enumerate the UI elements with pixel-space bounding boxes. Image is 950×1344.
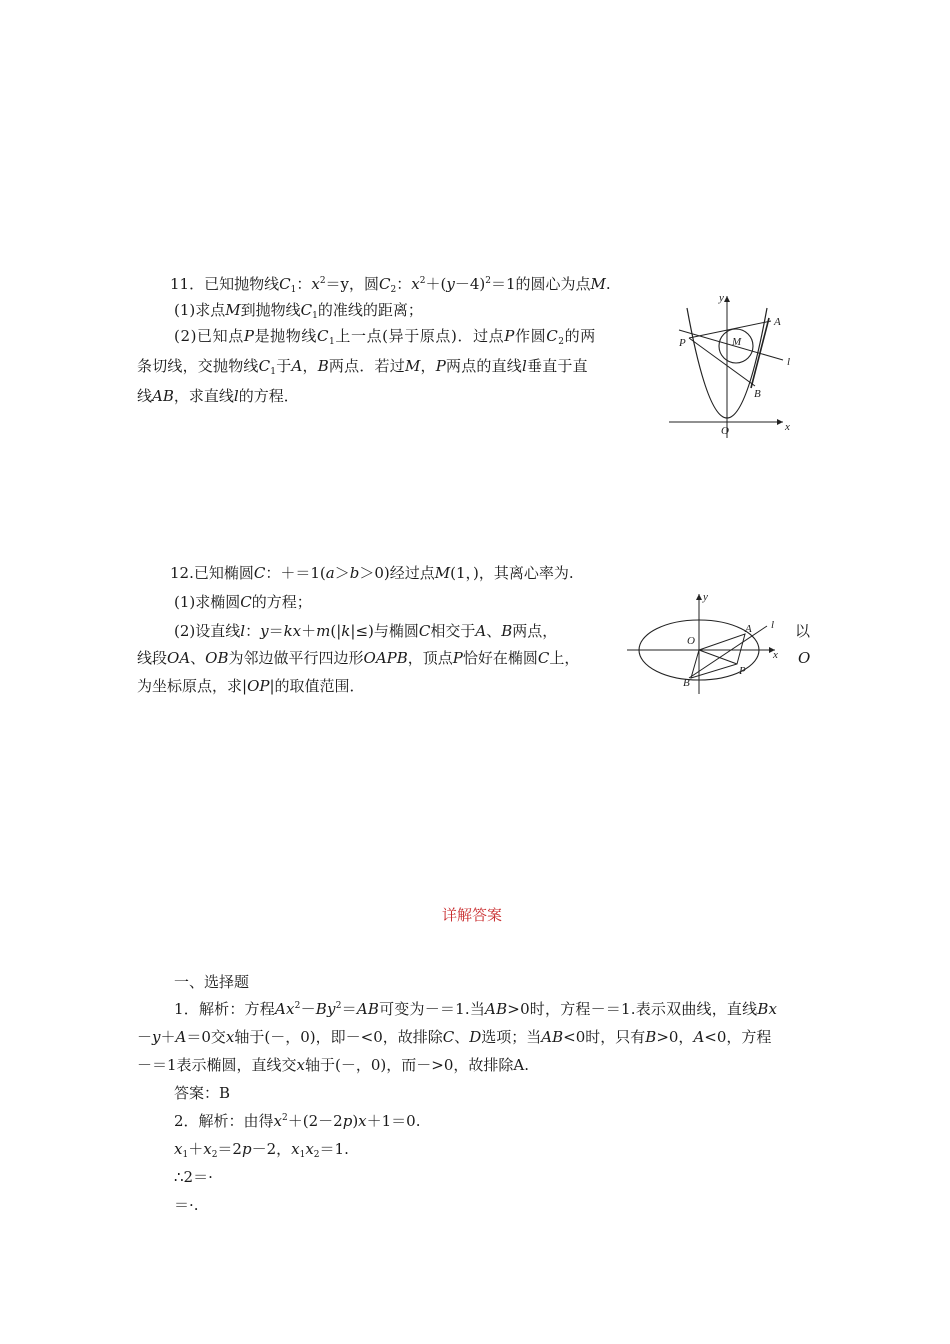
answer-1-result: 答案：B <box>174 1084 231 1102</box>
q12-line-l <box>689 626 767 678</box>
q11-part-1: (1)求点M到抛物线$C_1$的准线的距离； <box>174 301 423 321</box>
answer-1-line-1: 1．解析：方程$Ax^2-By^2=AB$可变为－＝1.当AB>0时，方程－＝1.表示双曲线，直线Bx <box>174 1000 778 1018</box>
answers-section-title: 一、选择题 <box>174 973 250 991</box>
answer-2-line-2: $x_1+x_2=2p-2$，$x_1x_2=1$. <box>174 1140 349 1160</box>
q12-label-x: x <box>773 649 778 661</box>
q11-label-y: y <box>719 292 724 304</box>
q12-line-1: 12.已知椭圆C：＋＝1(a＞b＞0)经过点M(1，)，其离心率为. <box>170 564 574 582</box>
q12-label-l: l <box>771 619 775 631</box>
q12-label-B: B <box>683 677 690 689</box>
q11-tangent-pa <box>689 321 771 338</box>
q12-tail-2: O <box>798 649 811 667</box>
q12-part-2-cont: 线段OA、OB为邻边做平行四边形OAPB，顶点P恰好在椭圆C上， <box>137 649 580 667</box>
answer-1-line-3: －＝1表示椭圆，直线交x轴于(－，0)，而－>0，故排除A. <box>137 1056 529 1074</box>
q12-part-1: (1)求椭圆C的方程； <box>174 593 312 611</box>
q11-label-P: P <box>679 337 686 349</box>
answer-2-line-3: ∴2＝· <box>174 1168 213 1186</box>
q12-label-P: P <box>739 665 746 677</box>
q11-label-M: M <box>732 336 742 348</box>
q11-line-1: 11．已知抛物线$C_1$：$x^2=y$，圆$C_2$：$x^2+(y-4)^2=1$的圆心为点M. <box>170 275 611 295</box>
answer-2-line-1: 2．解析：由得$x^2+(2-2p)x+1=0$. <box>174 1112 421 1130</box>
answers-heading: 详解答案 <box>442 906 503 924</box>
q11-label-x: x <box>785 421 790 433</box>
q12-figure <box>625 590 790 700</box>
answer-2-line-4: ＝·. <box>174 1196 199 1214</box>
q11-label-O: O <box>721 425 729 437</box>
q11-part-2-cont: 条切线，交抛物线$C_1$于A，B两点．若过M，P两点的直线l垂直于直 <box>137 357 588 377</box>
q12-part-2: (2)设直线l：y＝kx＋m(|k|≤)与椭圆C相交于A、B两点， <box>174 622 558 640</box>
q12-label-y: y <box>703 591 708 603</box>
q11-label-B: B <box>754 388 761 400</box>
q11-figure <box>665 288 805 448</box>
q12-tail-1: 以 <box>795 622 811 640</box>
q11-part-2: (2)已知点P是抛物线$C_1$上一点(异于原点)．过点P作圆$C_2$的两 <box>174 327 596 347</box>
q12-diagonal-op <box>699 650 737 664</box>
answer-1-line-2: －y＋A＝0交x轴于(－，0)，即－<0，故排除C、D选项；当AB<0时，只有B>0，A<0，方程 <box>137 1028 772 1046</box>
q11-label-l: l <box>787 356 791 368</box>
q12-part-2-end: 为坐标原点，求|OP|的取值范围． <box>137 677 365 695</box>
q11-label-A: A <box>774 316 781 328</box>
q12-label-O: O <box>687 635 695 647</box>
q12-label-A: A <box>745 623 752 635</box>
q11-part-2-end: 线AB，求直线l的方程． <box>137 387 299 405</box>
